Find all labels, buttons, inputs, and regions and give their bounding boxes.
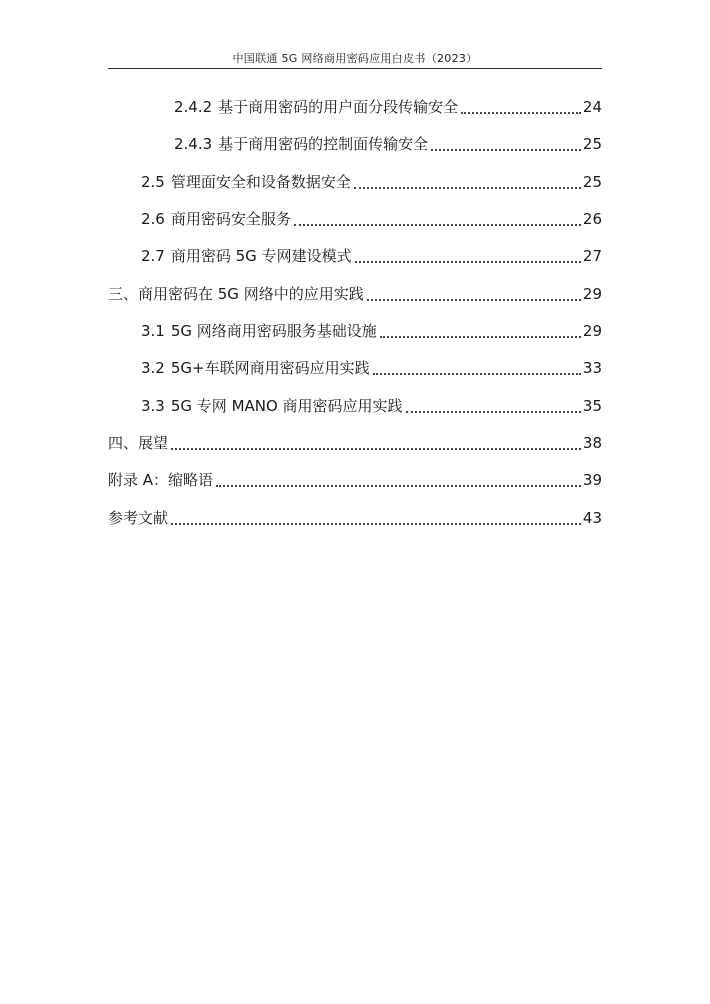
toc-entry-2-4-3[interactable] [174,132,602,154]
toc-entry-page: 29 [582,285,602,303]
toc-dot-leader [367,299,581,301]
toc-entry-2-7[interactable] [141,244,602,266]
running-header: 中国联通 5G 网络商用密码应用白皮书（2023） [232,52,478,65]
toc-entry-title: 管理面安全和设备数据安全 [170,173,351,191]
toc-entry-2-5[interactable] [141,170,602,192]
toc-entry-3-1[interactable] [141,319,602,341]
toc-entry-page: 29 [582,322,602,340]
toc-entry-title: 5G 专网 MANO 商用密码应用实践 [170,397,403,415]
toc-dot-leader [406,411,581,413]
toc-entry-page: 26 [582,210,602,228]
toc-entry-number: 2.7 [141,247,165,265]
toc-dot-leader [171,523,581,525]
toc-entry-page: 39 [582,471,602,489]
toc-entry-title: 商用密码安全服务 [170,210,291,228]
toc-dot-leader [171,448,581,450]
toc-dot-leader [461,112,581,114]
toc-entry-2-4-2[interactable] [174,95,602,117]
toc-entry-title: 5G+车联网商用密码应用实践 [170,359,370,377]
toc-entry-number: 3.2 [141,359,165,377]
toc-entry-page: 38 [582,434,602,452]
toc-entry-page: 43 [582,509,602,527]
toc-entry-3-3[interactable] [141,394,602,416]
toc-entry-title: 附录 A：缩略语 [108,471,214,489]
toc-entry-title: 四、展望 [108,434,169,452]
toc-entry-title: 基于商用密码的控制面传输安全 [218,135,429,153]
toc-entry-chapter-3[interactable] [108,282,602,304]
toc-entry-number: 2.5 [141,173,165,191]
toc-entry-number: 2.4.3 [174,135,213,153]
toc-entry-page: 35 [582,397,602,415]
toc-entry-title: 商用密码 5G 专网建设模式 [170,247,352,265]
header-divider [108,68,602,69]
toc-entry-page: 25 [582,135,602,153]
toc-dot-leader [216,485,581,487]
toc-entry-title: 参考文献 [108,509,169,527]
toc-dot-leader [355,261,581,263]
toc-entry-appendix-a[interactable] [108,468,602,490]
toc-dot-leader [380,336,581,338]
toc-entry-number: 3.3 [141,397,165,415]
toc-dot-leader [294,224,581,226]
toc-dot-leader [373,373,581,375]
toc-dot-leader [431,149,581,151]
toc-entry-number: 2.4.2 [174,98,213,116]
toc-entry-title: 5G 网络商用密码服务基础设施 [170,322,377,340]
toc-entry-page: 33 [582,359,602,377]
toc-entry-number: 2.6 [141,210,165,228]
toc-entry-references[interactable] [108,506,602,528]
toc-entry-chapter-4[interactable] [108,431,602,453]
toc-entry-page: 25 [582,173,602,191]
toc-dot-leader [354,187,581,189]
toc-entry-2-6[interactable] [141,207,602,229]
toc-entry-title: 基于商用密码的用户面分段传输安全 [218,98,459,116]
toc-entry-page: 27 [582,247,602,265]
toc-entry-page: 24 [582,98,602,116]
toc-entry-3-2[interactable] [141,356,602,378]
toc-entry-title: 三、商用密码在 5G 网络中的应用实践 [108,285,364,303]
toc-entry-number: 3.1 [141,322,165,340]
